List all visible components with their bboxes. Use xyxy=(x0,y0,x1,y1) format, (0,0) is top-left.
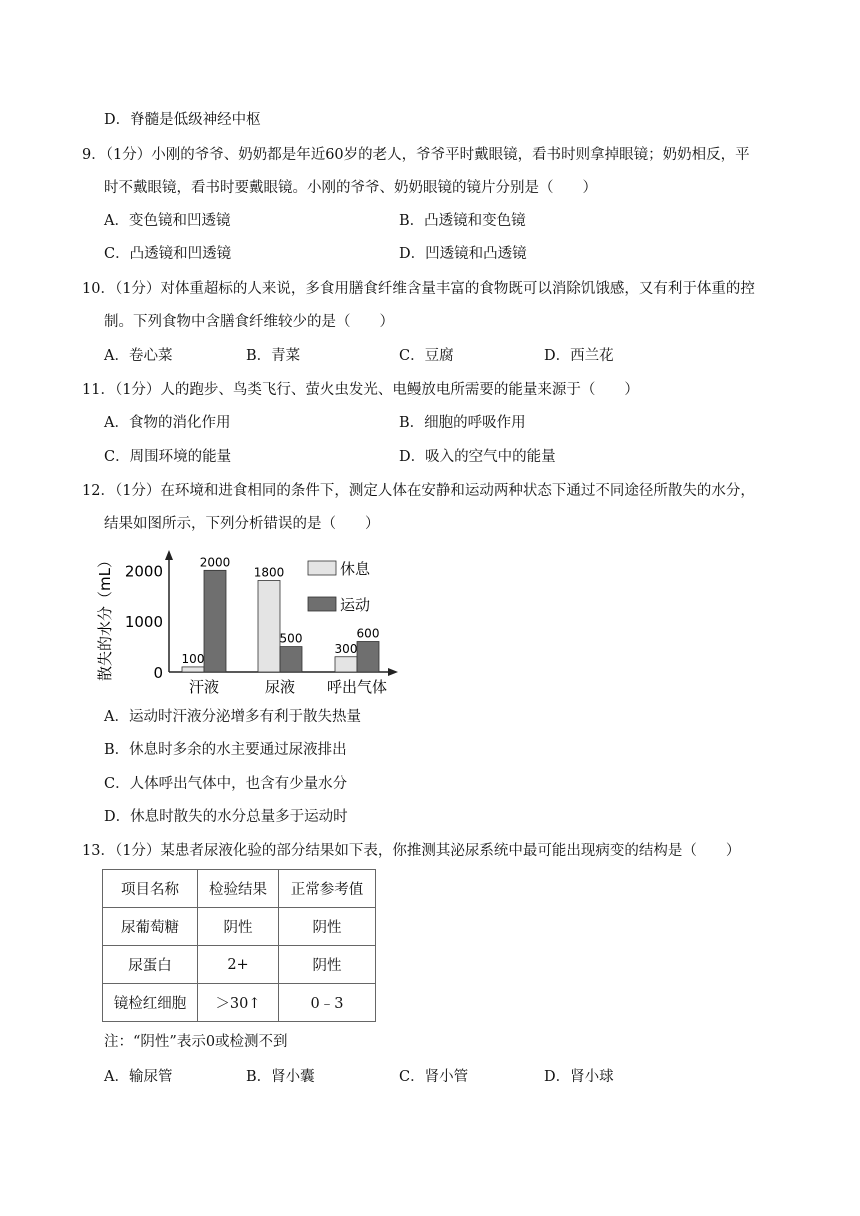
table-header-row xyxy=(103,870,376,908)
y-tick-label: 2000 xyxy=(124,562,163,581)
q12-stem-line1: 12．（1分）在环境和进食相同的条件下，测定人体在安静和运动两种状态下通过不同途径所散失的水分， xyxy=(82,483,755,499)
table-row xyxy=(103,908,376,946)
legend-swatch xyxy=(308,561,336,575)
q9-option-d: D．凹透镜和凸透镜 xyxy=(399,246,527,262)
table-header: 正常参考值 xyxy=(279,870,376,908)
q9-stem-line2: 时不戴眼镜，看书时要戴眼镜。小刚的爷爷、奶奶眼镜的镜片分别是（ ） xyxy=(104,180,597,196)
q11-option-d: D．吸入的空气中的能量 xyxy=(399,449,556,465)
q12-option-b: B．休息时多余的水主要通过尿液排出 xyxy=(104,742,347,758)
water-loss-bar-chart xyxy=(96,546,406,702)
q8-option-d: D．脊髓是低级神经中枢 xyxy=(104,112,261,128)
bar xyxy=(280,647,302,672)
q13-option-c: C．肾小管 xyxy=(399,1069,469,1085)
bar xyxy=(258,581,280,673)
q11-stem: 11．（1分）人的跑步、鸟类飞行、萤火虫发光、电鳗放电所需要的能量来源于（ ） xyxy=(82,382,639,398)
x-tick-label: 尿液 xyxy=(264,678,296,696)
q9-option-a: A．变色镜和凹透镜 xyxy=(104,213,231,229)
q13-note: 注：“阴性”表示0或检测不到 xyxy=(104,1034,288,1050)
table-cell: 0﹣3 xyxy=(279,984,376,1022)
q10-option-d: D．西兰花 xyxy=(544,348,614,364)
legend-label: 休息 xyxy=(340,560,371,578)
bar xyxy=(182,667,204,672)
q11-option-b: B．细胞的呼吸作用 xyxy=(399,415,526,431)
table-cell: 镜检红细胞 xyxy=(103,984,198,1022)
q10-stem-line2: 制。下列食物中含膳食纤维较少的是（ ） xyxy=(104,314,394,330)
table-cell: 阴性 xyxy=(279,946,376,984)
q12-option-d: D．休息时散失的水分总量多于运动时 xyxy=(104,809,348,825)
data-label: 500 xyxy=(279,631,303,646)
legend-label: 运动 xyxy=(340,596,371,614)
y-tick-label: 1000 xyxy=(124,613,163,632)
data-label: 100 xyxy=(181,651,205,666)
bar xyxy=(204,570,226,672)
table-header: 检验结果 xyxy=(198,870,279,908)
table-cell: 尿葡萄糖 xyxy=(103,908,198,946)
data-label: 300 xyxy=(334,641,358,656)
y-axis-arrow xyxy=(165,550,173,560)
table-row xyxy=(103,984,376,1022)
q13-option-b: B．肾小囊 xyxy=(246,1069,315,1085)
x-tick-label: 呼出气体 xyxy=(326,678,388,696)
q11-option-a: A．食物的消化作用 xyxy=(104,415,231,431)
q12-option-a: A．运动时汗液分泌增多有利于散失热量 xyxy=(104,709,361,725)
y-tick-label: 0 xyxy=(153,664,163,682)
table-header: 项目名称 xyxy=(103,870,198,908)
q10-option-b: B．青菜 xyxy=(246,348,301,364)
q10-option-c: C．豆腐 xyxy=(399,348,454,364)
x-tick-label: 汗液 xyxy=(188,678,220,696)
table-cell: 阴性 xyxy=(279,908,376,946)
q13-option-a: A．输尿管 xyxy=(104,1069,173,1085)
x-axis-arrow xyxy=(388,668,398,676)
table-cell: ＞30↑ xyxy=(198,984,279,1022)
q10-option-a: A．卷心菜 xyxy=(104,348,173,364)
legend-swatch xyxy=(308,597,336,611)
urinalysis-table xyxy=(102,869,376,1022)
q13-stem: 13．（1分）某患者尿液化验的部分结果如下表，你推测其泌尿系统中最可能出现病变的结构是（ ） xyxy=(82,843,741,859)
data-label: 600 xyxy=(356,626,380,641)
q9-stem-line1: 9．（1分）小刚的爷爷、奶奶都是年近60岁的老人，爷爷平时戴眼镜，看书时则拿掉眼镜；奶奶相反，平 xyxy=(82,147,750,163)
table-cell: 阴性 xyxy=(198,908,279,946)
table-row xyxy=(103,946,376,984)
q13-option-d: D．肾小球 xyxy=(544,1069,614,1085)
bar xyxy=(335,657,357,672)
data-label: 1800 xyxy=(253,565,285,580)
q11-option-c: C．周围环境的能量 xyxy=(104,449,232,465)
data-label: 2000 xyxy=(199,555,231,570)
q12-stem-line2: 结果如图所示，下列分析错误的是（ ） xyxy=(104,516,380,532)
q9-option-b: B．凸透镜和变色镜 xyxy=(399,213,526,229)
table-cell: 2+ xyxy=(198,946,279,984)
bar xyxy=(357,642,379,673)
q12-option-c: C．人体呼出气体中，也含有少量水分 xyxy=(104,776,348,792)
y-axis-label: 散失的水分（mL） xyxy=(96,553,114,681)
q10-stem-line1: 10．（1分）对体重超标的人来说，多食用膳食纤维含量丰富的食物既可以消除饥饿感，又有利于体重的控 xyxy=(82,281,755,297)
q9-option-c: C．凸透镜和凹透镜 xyxy=(104,246,232,262)
table-cell: 尿蛋白 xyxy=(103,946,198,984)
